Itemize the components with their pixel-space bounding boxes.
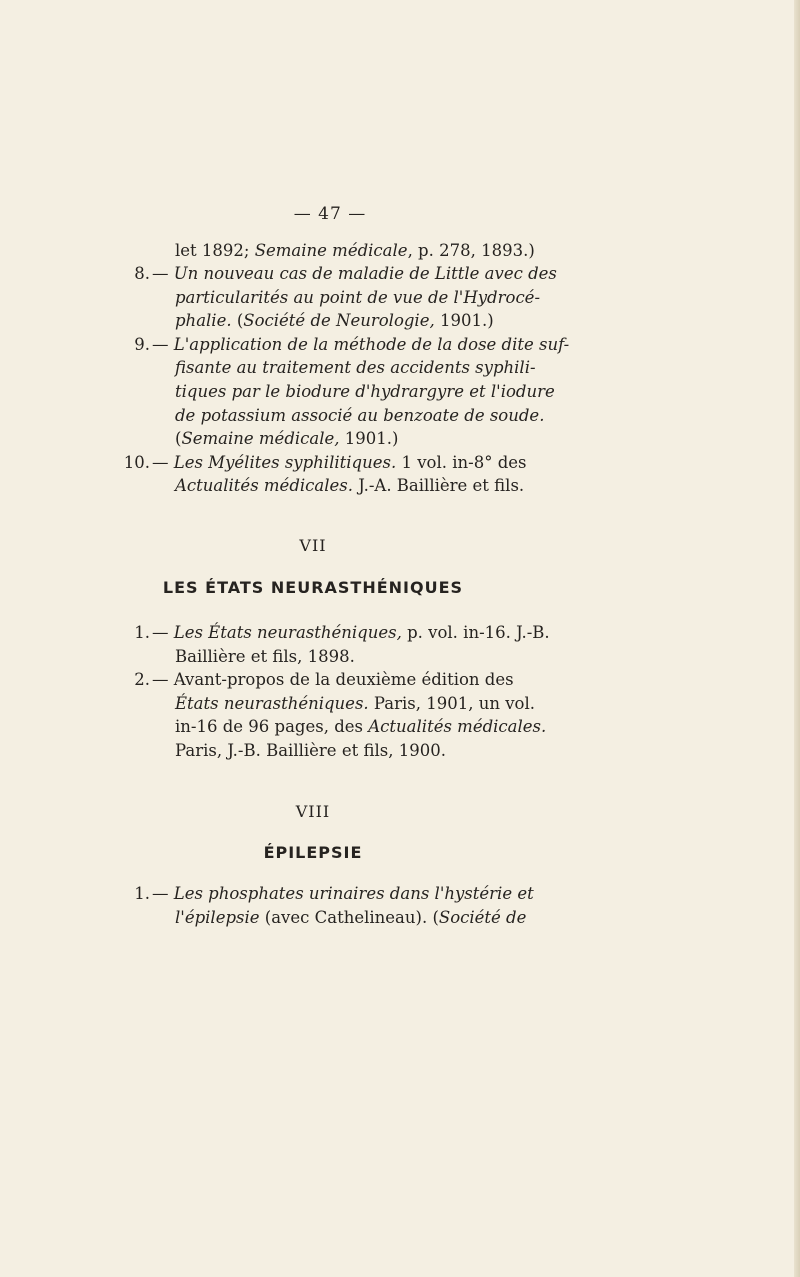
text-run: — [152,623,174,642]
text-run: ( [231,311,244,331]
text-run: ( [175,429,182,449]
text-run: — Avant-propos de la deuxième édition des [152,670,514,690]
text-run: 1901.) [339,429,399,449]
page-edge-shadow [794,0,800,1277]
text-run: (avec Cathelineau). ( [259,907,439,927]
section-title: ÉPILEPSIE [263,843,363,862]
text-run: particularités au point de vue de l'Hydrocé- [175,287,541,307]
text-run: Les phosphates urinaires dans l'hystérie et [173,884,534,903]
entry-line [175,476,524,496]
entry-line [175,647,355,667]
text-run: in-16 de 96 pages, des [175,717,369,737]
entry-line [175,429,398,449]
text-run: fisante au traitement des accidents syphili- [175,358,536,378]
text-run: — [152,334,174,354]
entry-line [152,264,557,284]
entry-line [152,623,550,643]
entry-line [175,288,540,308]
entry-line [152,453,527,473]
page-number: — 47 — [293,204,367,224]
continuation-line [175,241,535,261]
text-run: Paris, J.-B. Baillière et fils, 1900. [175,741,446,760]
text-run: Société de Neurologie, [243,311,435,331]
entry-line [175,717,546,737]
text-run: 1901.) [434,311,494,331]
text-run: — [152,452,174,472]
entry-number: 2. [134,670,150,690]
entry-line [152,670,514,690]
text-run: Société de [438,907,527,927]
entry-number: 10. [123,452,150,472]
entry-line [175,908,526,928]
text-run: l'épilepsie [175,907,260,927]
entry-number: 8. [134,264,150,283]
text-run: p. vol. in-16. J.-B. [401,623,550,642]
entry-line [175,311,494,331]
text-run: let 1892; [175,241,255,260]
text-run: tiques par le biodure d'hydrargyre et l'iodure [175,382,555,401]
text-run: Paris, 1901, un vol. [368,693,535,713]
text-run: J.-A. Baillière et fils. [353,476,525,496]
text-run: L'application de la méthode de la dose dite suf- [173,334,570,354]
text-run: — [152,264,174,283]
text-run: États neurasthéniques. [175,693,369,713]
text-run: phalie. [175,311,232,331]
entry-line [175,694,535,714]
text-run: Semaine médicale [254,241,408,260]
entry-line [175,382,555,402]
entry-line [152,884,534,904]
text-run: Actualités médicales. [175,476,353,496]
entry-line [152,335,569,355]
entry-line [175,358,536,378]
entry-line [175,741,446,761]
section-title: LES ÉTATS NEURASTHÉNIQUES [162,578,464,597]
text-run: Un nouveau cas de maladie de Little avec des [173,264,557,283]
section-numeral: VII [299,536,327,555]
entry-number: 1. [134,623,150,642]
text-run: 1 vol. in-8° des [396,452,527,472]
text-run: Les États neurasthéniques, [173,623,402,642]
text-run: Baillière et fils, 1898. [175,646,355,666]
text-run: Semaine médicale, [181,429,340,449]
section-numeral: VIII [295,802,331,821]
text-run: de potassium associé au benzoate de soude. [175,405,545,425]
entry-number: 1. [134,884,150,903]
text-run: Actualités médicales. [368,717,547,737]
text-run: , p. 278, 1893.) [407,241,535,260]
text-run: — [152,884,174,903]
text-run: Les Myélites syphilitiques. [173,452,397,472]
entry-line [175,406,544,426]
entry-number: 9. [134,334,150,354]
